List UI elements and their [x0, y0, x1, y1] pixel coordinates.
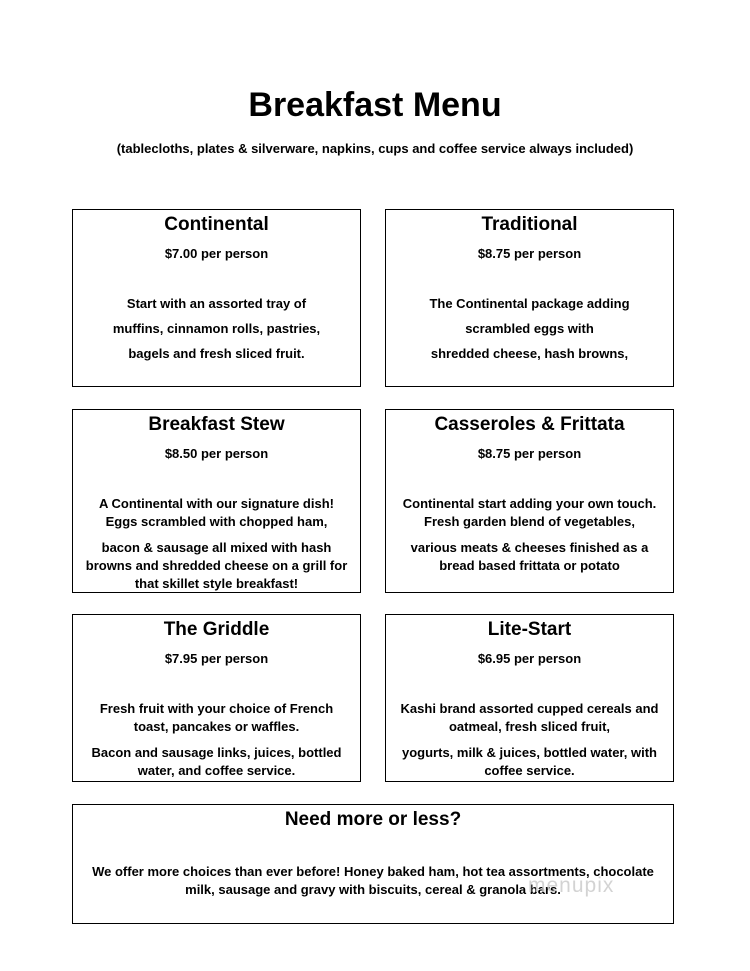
page-subtitle: (tablecloths, plates & silverware, napkins, cups and coffee service always included) [116, 141, 634, 156]
menu-card-casseroles-frittata [385, 409, 674, 593]
package-name: Casseroles & Frittata [434, 414, 625, 435]
description-line: scrambled eggs with [465, 321, 594, 336]
description-line: bread based frittata or potato [439, 558, 620, 573]
menu-card-the-griddle [72, 614, 361, 782]
description-line: The Continental package adding [429, 296, 630, 311]
description-line: yogurts, milk & juices, bottled water, with [402, 745, 657, 760]
description-line: that skillet style breakfast! [134, 576, 299, 591]
package-description [79, 291, 354, 366]
watermark-logo: menupix [528, 874, 615, 897]
description-line: browns and shredded cheese on a grill for [85, 558, 348, 573]
package-name: The Griddle [163, 619, 270, 640]
description-line: A Continental with our signature dish! [99, 496, 334, 511]
description-line: Start with an assorted tray of [126, 296, 307, 311]
description-line: bacon & sausage all mixed with hash [101, 540, 332, 555]
package-price: $7.95 per person [164, 651, 269, 666]
description-line: Fresh garden blend of vegetables, [424, 514, 635, 529]
package-description [79, 495, 354, 593]
package-description [392, 700, 667, 780]
description-line: Fresh fruit with your choice of French [99, 701, 334, 716]
package-description [79, 700, 354, 780]
description-line: shredded cheese, hash browns, [430, 346, 629, 361]
package-name: Breakfast Stew [148, 414, 285, 435]
description-line: coffee service. [484, 763, 575, 778]
description-line: Continental start adding your own touch. [402, 496, 657, 511]
menu-card-traditional [385, 209, 674, 387]
description-line: muffins, cinnamon rolls, pastries, [112, 321, 321, 336]
description-line: Eggs scrambled with chopped ham, [105, 514, 328, 529]
description-line: milk, sausage and gravy with biscuits, cereal & granola bars. [185, 882, 561, 897]
description-line: Bacon and sausage links, juices, bottled [91, 745, 342, 760]
package-name: Continental [164, 214, 269, 235]
menu-card-continental [72, 209, 361, 387]
package-name: Traditional [481, 214, 578, 235]
package-price: $8.75 per person [477, 446, 582, 461]
package-name: Lite-Start [487, 619, 572, 640]
description-line: toast, pancakes or waffles. [133, 719, 300, 734]
page-title: Breakfast Menu [248, 86, 502, 124]
menu-card-lite-start [385, 614, 674, 782]
package-description [392, 291, 667, 366]
extras-card [72, 804, 674, 924]
description-line: oatmeal, fresh sliced fruit, [448, 719, 611, 734]
package-price: $8.75 per person [477, 246, 582, 261]
extras-heading: Need more or less? [284, 809, 462, 830]
package-price: $6.95 per person [477, 651, 582, 666]
description-line: various meats & cheeses finished as a [410, 540, 649, 555]
description-line: Kashi brand assorted cupped cereals and [400, 701, 659, 716]
package-price: $7.00 per person [164, 246, 269, 261]
menu-card-breakfast-stew [72, 409, 361, 593]
package-price: $8.50 per person [164, 446, 269, 461]
package-description [392, 495, 667, 575]
description-line: We offer more choices than ever before! Honey baked ham, hot tea assortments, chocolate [92, 864, 654, 879]
description-line: water, and coffee service. [137, 763, 296, 778]
description-line: bagels and fresh sliced fruit. [128, 346, 305, 361]
